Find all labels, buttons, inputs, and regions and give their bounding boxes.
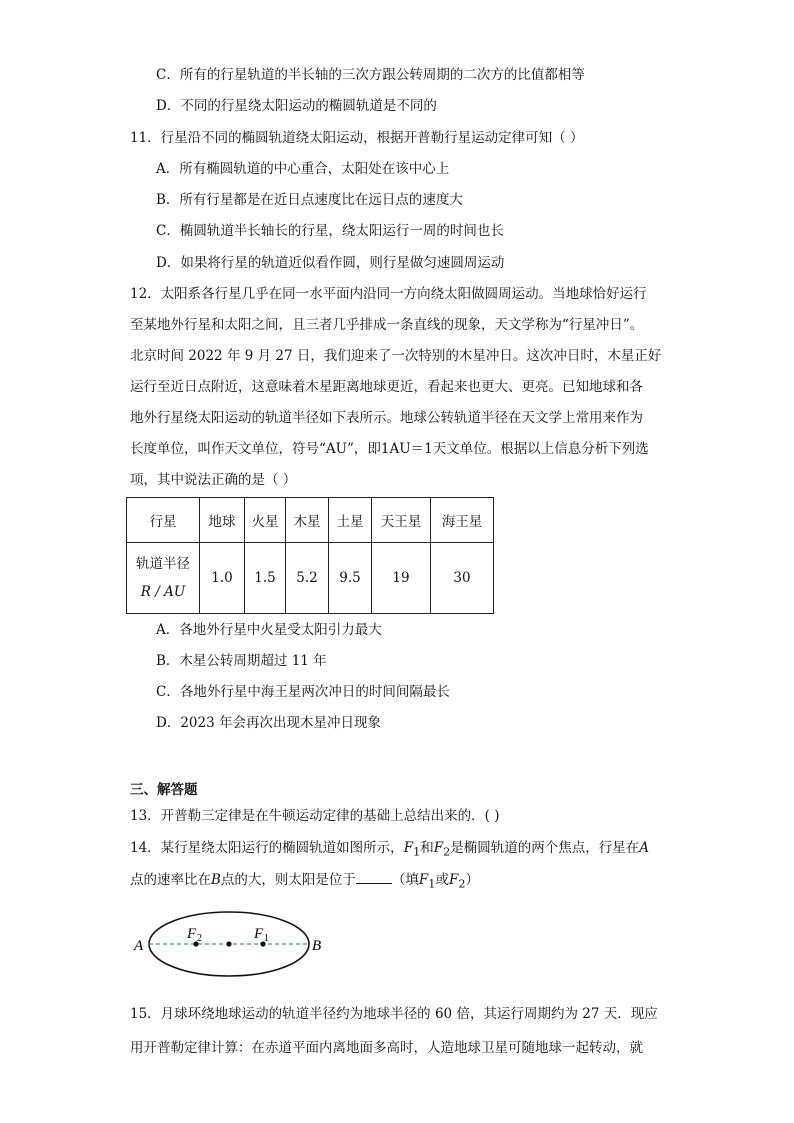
q14-text: ） — [465, 872, 480, 888]
table-header-row — [127, 498, 494, 543]
q14-f2: F — [433, 840, 444, 856]
q11-stem: 11．行星沿不同的椭圆轨道绕太阳运动，根据开普勒行星运动定律可知（ ） — [130, 130, 584, 146]
label-f2: F — [187, 926, 197, 942]
label-b: B — [312, 938, 322, 954]
q14-line2 — [130, 869, 479, 895]
table-cell: 30 — [431, 543, 494, 614]
q12-stem-line: 地外行星绕太阳运动的轨道半径如下表所示。地球公转轨道半径在天文学上常用来作为 — [130, 410, 643, 426]
table-row-label — [127, 543, 200, 614]
q14-text: 点的速率比在 — [130, 872, 211, 888]
table-row — [127, 543, 494, 614]
planet-orbit-table — [126, 497, 494, 614]
q12-stem-line: 运行至近日点附近，这意味着木星距离地球更近，看起来也更大、更亮。已知地球和各 — [130, 379, 643, 395]
q14-line1 — [130, 838, 649, 863]
row-label-line2: R / AU — [140, 584, 186, 600]
table-header-cell: 海王星 — [431, 498, 494, 543]
center-dot — [226, 941, 231, 946]
q14-f1: F — [418, 872, 429, 888]
table-header-cell: 地球 — [200, 498, 245, 543]
q14-f2-sub: 2 — [443, 845, 451, 859]
q12-stem-line: 至某地外行星和太阳之间，且三者几乎排成一条直线的现象，天文学称为“行星冲日”。 — [130, 317, 644, 333]
q14-text: （填 — [391, 872, 419, 888]
q11-option-b: B．所有行星都是在近日点速度比在远日点的速度大 — [156, 192, 463, 208]
section-heading: 三、解答题 — [130, 782, 198, 798]
table-header-cell: 火星 — [245, 498, 286, 543]
q10-option-c: C．所有的行星轨道的半长轴的三次方跟公转周期的二次方的比值都相等 — [156, 67, 585, 83]
table-cell: 1.0 — [200, 543, 245, 614]
ellipse-orbit-figure — [128, 910, 328, 990]
label-a: A — [134, 938, 144, 954]
q15-line1: 15．月球环绕地球运动的轨道半径约为地球半径的 60 倍，其运行周期约为 27 天．现应 — [130, 1006, 658, 1022]
table-header-cell: 木星 — [286, 498, 329, 543]
label-f1-sub: 1 — [264, 933, 269, 944]
q12-stem-line: 长度单位，叫作天文单位，符号“AU”，即1AU＝1天文单位。根据以上信息分析下列选 — [130, 441, 649, 457]
q11-option-c: C．椭圆轨道半长轴长的行星，绕太阳运行一周的时间也长 — [156, 223, 504, 239]
q14-f2-sub: 2 — [458, 877, 466, 891]
q11-option-a: A．所有椭圆轨道的中心重合，太阳处在该中心上 — [156, 161, 450, 177]
answer-blank[interactable] — [356, 869, 392, 884]
q12-option-d: D．2023 年会再次出现木星冲日现象 — [156, 715, 381, 731]
q14-point-b: B — [211, 872, 221, 888]
q12-option-c: C．各地外行星中海王星两次冲日的时间间隔最长 — [156, 684, 450, 700]
q12-stem-line: 12．太阳系各行星几乎在同一水平面内沿同一方向绕太阳做圆周运动。当地球恰好运行 — [130, 286, 647, 302]
q14-text: 是椭圆轨道的两个焦点，行星在 — [450, 840, 640, 856]
q14-text: 14．某行星绕太阳运行的椭圆轨道如图所示， — [130, 840, 404, 856]
label-f1: F — [254, 926, 264, 942]
q11-option-d: D．如果将行星的轨道近似看作圆，则行星做匀速圆周运动 — [156, 255, 505, 271]
q12-option-a: A．各地外行星中火星受太阳引力最大 — [156, 622, 382, 638]
label-f2-sub: 2 — [197, 933, 202, 944]
q12-stem-line: 北京时间 2022 年 9 月 27 日，我们迎来了一次特别的木星冲日。这次冲日时，木星正好 — [130, 348, 662, 364]
table-cell: 9.5 — [329, 543, 372, 614]
q14-text: 和 — [420, 840, 434, 856]
q14-text: 或 — [435, 872, 449, 888]
q15-line2: 用开普勒定律计算：在赤道平面内离地面多高时，人造地球卫星可随地球一起转动，就 — [130, 1040, 643, 1056]
q14-f1-sub: 1 — [413, 845, 421, 859]
q12-option-b: B．木星公转周期超过 11 年 — [156, 653, 327, 669]
q14-f2: F — [448, 872, 459, 888]
table-header-cell: 天王星 — [372, 498, 431, 543]
row-label-line1: 轨道半径 — [136, 556, 190, 572]
table-header-cell: 土星 — [329, 498, 372, 543]
table-cell: 5.2 — [286, 543, 329, 614]
q14-f1: F — [403, 840, 414, 856]
q12-stem-line: 项，其中说法正确的是（ ） — [130, 472, 297, 488]
table-cell: 19 — [372, 543, 431, 614]
q14-text: 点的大，则太阳是位于 — [220, 872, 356, 888]
q14-point-a: A — [639, 840, 650, 856]
q14-f1-sub: 1 — [428, 877, 436, 891]
q10-option-d: D．不同的行星绕太阳运动的椭圆轨道是不同的 — [156, 98, 437, 114]
table-cell: 1.5 — [245, 543, 286, 614]
table-header-cell: 行星 — [127, 498, 200, 543]
q13-stem: 13．开普勒三定律是在牛顿运动定律的基础上总结出来的．( ) — [130, 808, 500, 824]
